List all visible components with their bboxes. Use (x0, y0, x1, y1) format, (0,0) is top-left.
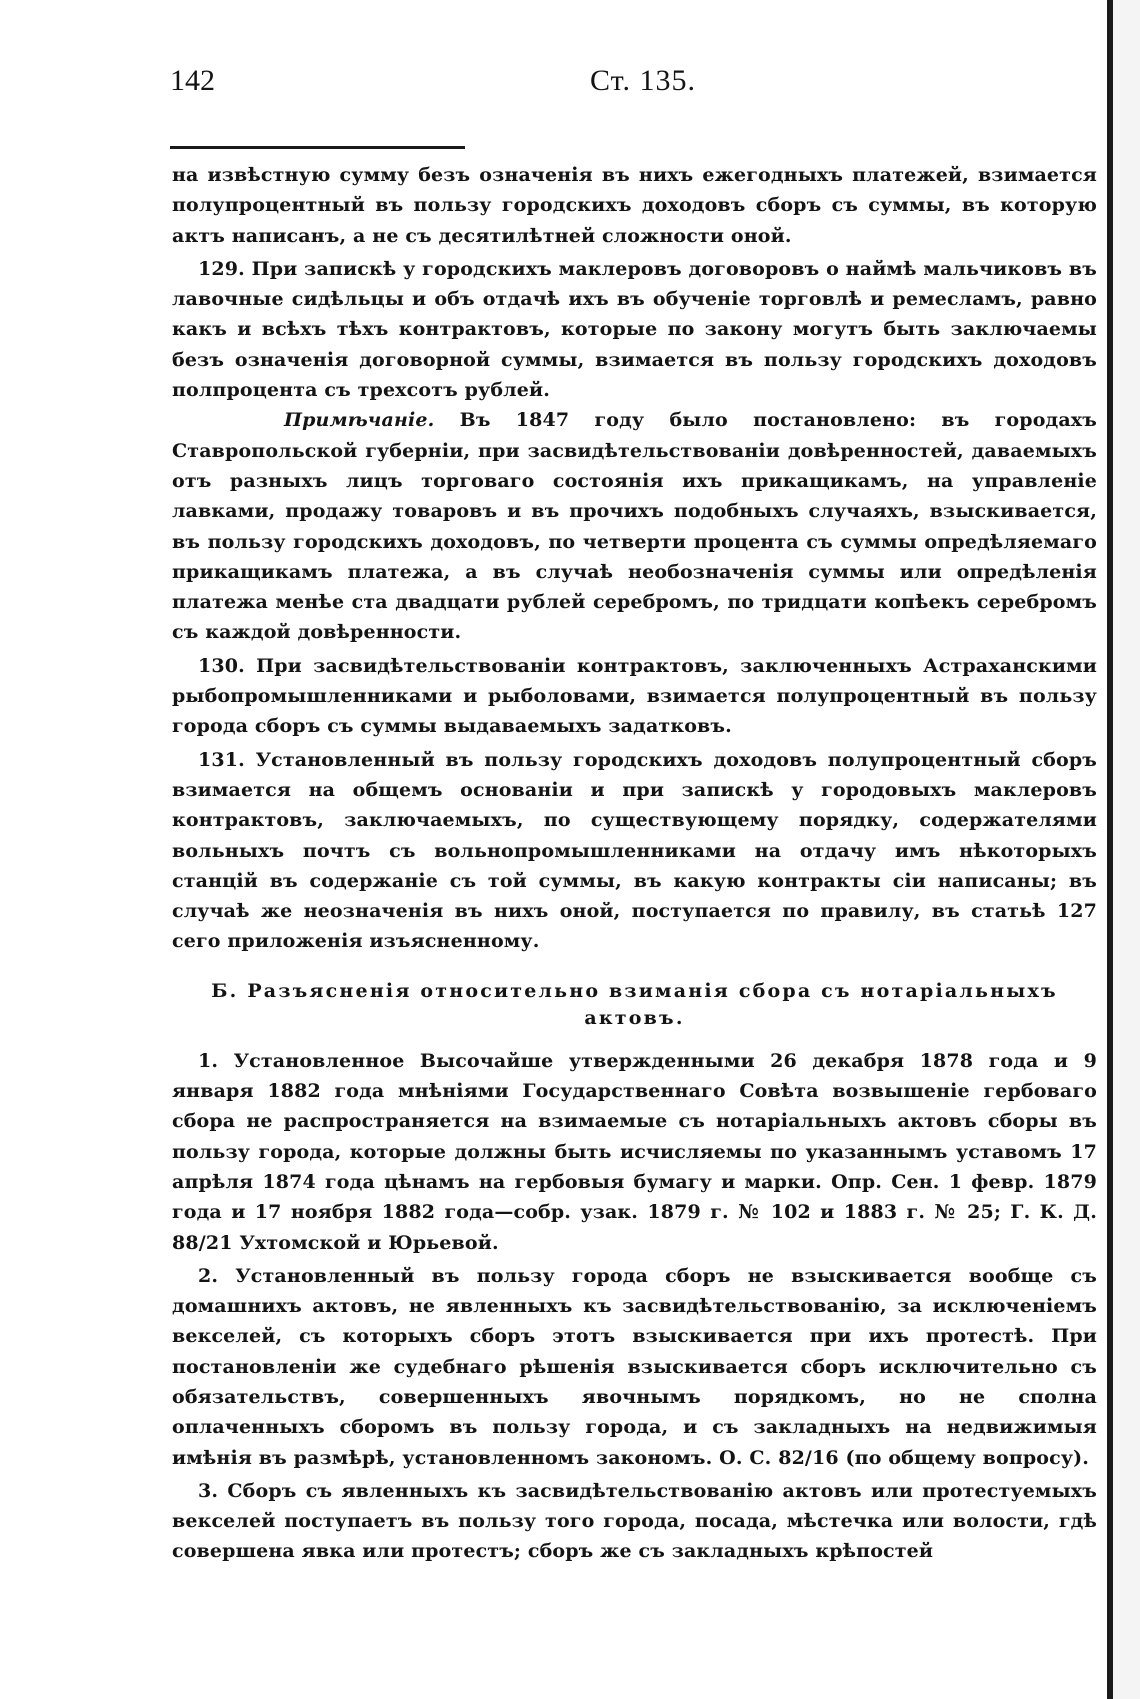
page-number: 142 (170, 64, 215, 97)
clarification-1: 1. Установленное Высочайше утвержденными 26 декабря 1878 года и 9 января 1882 года мнѣніями Государственнаго Совѣта возвышеніе гербоваго сбора не распространяется на взимаемые съ нотаріальныхъ актовъ сборы въ пользу города, которые должны быть исчисляемы по указаннымъ уставомъ 17 апрѣля 1874 года цѣнамъ на гербовыя бумагу и марки. Опр. Сен. 1 февр. 1879 года и 17 ноября 1882 года—собр. узак. 1879 г. № 102 и 1883 г. № 25; Г. К. Д. 88/21 Ухтомской и Юрьевой. (172, 1049, 1097, 1254)
page-header (170, 64, 1100, 108)
page-edge (1107, 0, 1113, 1699)
note-label: Примѣчаніе. (284, 409, 435, 432)
article-130: 130. При засвидѣтельствованіи контрактовъ, заключенныхъ Астраханскими рыбопромышленниками и рыболовами, взимается полупроцентный въ пользу города сборъ съ суммы выдаваемыхъ задатковъ. (172, 654, 1097, 738)
article-131: 131. Установленный въ пользу городскихъ доходовъ полупроцентный сборъ взимается на общемъ основаніи и при запискѣ у городовыхъ маклеровъ контрактовъ, заключаемыхъ, по существующему порядку, содержателями вольныхъ почтъ съ вольнопромышленниками на отдачу имъ нѣкоторыхъ станцій въ содержаніе съ той суммы, въ какую контракты сіи написаны; въ случаѣ же неозначенія въ нихъ оной, поступается по правилу, въ статьѣ 127 сего приложенія изъясненному. (172, 748, 1097, 953)
article-129: 129. При запискѣ у городскихъ маклеровъ договоровъ о наймѣ мальчиковъ въ лавочные сидѣльцы и объ отдачѣ ихъ въ обученіе торговлѣ и ремесламъ, равно какъ и всѣхъ тѣхъ контрактовъ, которые по закону могутъ быть заключаемы безъ означенія договорной суммы, взимается въ пользу городскихъ доходовъ полпроцента съ трехсотъ рублей. (172, 257, 1097, 402)
page-edge-shadow (1113, 0, 1140, 1699)
section-b-heading (172, 978, 1097, 1032)
section-b-heading-line-2: актовъ. (584, 1006, 685, 1029)
note-text: Въ 1847 году было постановлено: въ городахъ Ставропольской губерніи, при засвидѣтельствованіи довѣренностей, даваемыхъ отъ разныхъ лицъ торговаго состоянія ихъ прикащикамъ, на управленіе лавками, продажу товаровъ и въ прочихъ подобныхъ случаяхъ, взыскивается, въ пользу городскихъ доходовъ, по четверти процента съ суммы опредѣляемаго прикащикамъ платежа, а въ случаѣ необозначенія суммы или опредѣленія платежа менѣе ста двадцати рублей серебромъ, по тридцати копѣекъ серебромъ съ каждой довѣренности. (172, 409, 1097, 644)
page-body (172, 160, 1097, 1567)
continuation-paragraph: на извѣстную сумму безъ означенія въ нихъ ежегодныхъ платежей, взимается полупроцентный въ пользу городскихъ доходовъ сборъ съ суммы, въ которую актъ написанъ, а не съ десятилѣтней сложности оной. (172, 164, 1097, 247)
header-rule (170, 146, 465, 149)
note-paragraph (172, 405, 1097, 647)
section-b-heading-line-1: Б. Разъясненія относительно взиманія сбора съ нотаріальныхъ (211, 979, 1058, 1002)
clarification-2: 2. Установленный въ пользу города сборъ не взыскивается вообще съ домашнихъ актовъ, не явленныхъ къ засвидѣтельствованію, за исключеніемъ векселей, съ которыхъ сборъ этотъ взыскивается при ихъ протестѣ. При постановленіи же судебнаго рѣшенія взыскивается сборъ исключительно съ обязательствъ, совершенныхъ явочнымъ порядкомъ, но не сполна оплаченныхъ сборомъ въ пользу города, и съ закладныхъ на недвижимыя имѣнія въ размѣрѣ, установленномъ закономъ. О. С. 82/16 (по общему вопросу). (172, 1264, 1097, 1469)
clarification-3: 3. Сборъ съ явленныхъ къ засвидѣтельствованію актовъ или протестуемыхъ векселей поступаетъ въ пользу того города, посада, мѣстечка или волости, гдѣ совершена явка или протестъ; сборъ же съ закладныхъ крѣпостей (172, 1479, 1097, 1563)
running-title: Ст. 135. (590, 64, 696, 97)
